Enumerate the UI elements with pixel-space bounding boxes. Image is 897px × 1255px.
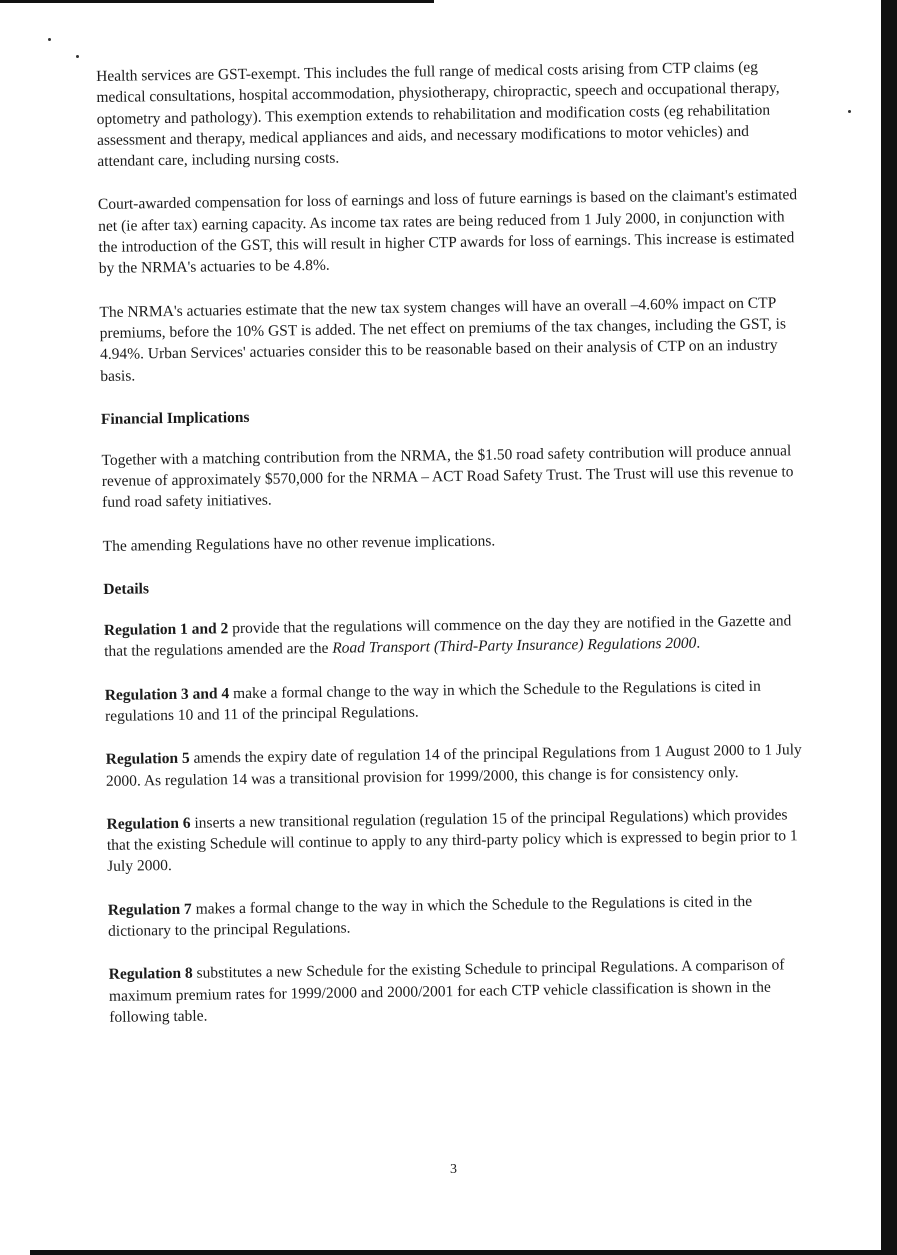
scan-edge-top: [0, 0, 434, 3]
regulation-text: provide that the regulations will commence on the day they are notified in the Gazette and that the regulations amended are the: [104, 612, 792, 661]
regulation-lead: Regulation 1 and 2: [103, 620, 229, 639]
regulation-lead: Regulation 7: [107, 900, 192, 919]
paragraph-no-other-revenue: The amending Regulations have no other revenue implications.: [102, 532, 496, 555]
scan-speck: [48, 38, 51, 41]
regulation-3-and-4: [105, 675, 812, 727]
regulation-text: substitutes a new Schedule for the existing Schedule to principal Regulations. A comparison of maximum premium rates for 1999/2000 and 2000/2001 for each CTP vehicle classification is shown in the following table.: [108, 956, 785, 1026]
regulation-text: amends the expiry date of regulation 14 of the principal Regulations from 1 August 2000 to 1 July 2000. As regulation 14 was a transitional provision for 1999/2000, this change is for consistency only.: [105, 741, 802, 790]
regulation-5: [106, 739, 813, 791]
regulation-text: inserts a new transitional regulation (regulation 15 of the principal Regulations) which provides that the existing Schedule will continue to apply to any third-party policy which is expressed to begin prior to 1 July 2000.: [106, 806, 798, 876]
scan-speck: [76, 55, 79, 58]
regulation-1-and-2: [104, 610, 811, 662]
regulation-lead: Regulation 3 and 4: [104, 684, 230, 704]
regulation-lead: Regulation 5: [105, 749, 190, 769]
paragraph-loss-of-earnings: Court-awarded compensation for loss of earnings and loss of future earnings is based on the claimant's estimated net (ie after tax) earning capacity. As income tax rates are being reduced from 1 July 2000, in conjunction with the introduction of the GST, this will result in higher CTP awards for loss of earnings. This increase is estimated by the NRMA's actuaries to be 4.8%.: [97, 186, 798, 278]
regulation-7: [108, 890, 815, 942]
regulation-text-end: .: [696, 634, 701, 653]
document-page: [96, 56, 816, 1050]
regulation-text: make a formal change to the way in which the Schedule to the Regulations is cited in regulations 10 and 11 of the principal Regulations.: [104, 677, 761, 725]
regulation-lead: Regulation 6: [106, 814, 191, 833]
page-number: 3: [450, 1162, 457, 1177]
regulation-text: makes a formal change to the way in which the Schedule to the Regulations is cited in the dictionary to the principal Regulations.: [107, 892, 753, 940]
paragraph-gst-exempt: Health services are GST-exempt. This includes the full range of medical costs arising from CTP claims (eg medical consultations, hospital accommodation, physiotherapy, chiropractic, speech and occupational therapy, optometry and pathology). This exemption extends to rehabilitation and modification costs (eg rehabilitation assessment and therapy, medical appliances and aids, and necessary modifications to motor vehicles) and attendant care, including nursing costs.: [96, 58, 780, 171]
scan-edge-right: [881, 0, 897, 1255]
regulation-title: Road Transport (Third-Party Insurance) Regulations 2000: [332, 635, 697, 658]
heading-details: Details: [103, 580, 150, 598]
scan-speck: [848, 110, 851, 113]
paragraph-actuaries-estimate: The NRMA's actuaries estimate that the new tax system changes will have an overall –4.60% impact on CTP premiums, before the 10% GST is added. The net effect on premiums of the tax changes, including the GST, is 4.94%. Urban Services' actuaries consider this to be reasonable based on their analysis of CTP on an industry basis.: [99, 294, 787, 385]
heading-financial-implications: Financial Implications: [100, 408, 250, 428]
regulation-lead: Regulation 8: [108, 965, 193, 984]
paragraph-road-safety-revenue: Together with a matching contribution from the NRMA, the $1.50 road safety contribution will produce annual revenue of approximately $570,000 for the NRMA – ACT Road Safety Trust. The Trust will use this revenue to fund road safety initiatives.: [101, 442, 794, 512]
scan-edge-bottom: [30, 1250, 881, 1255]
regulation-6: [106, 804, 813, 878]
regulation-8: [109, 954, 816, 1028]
